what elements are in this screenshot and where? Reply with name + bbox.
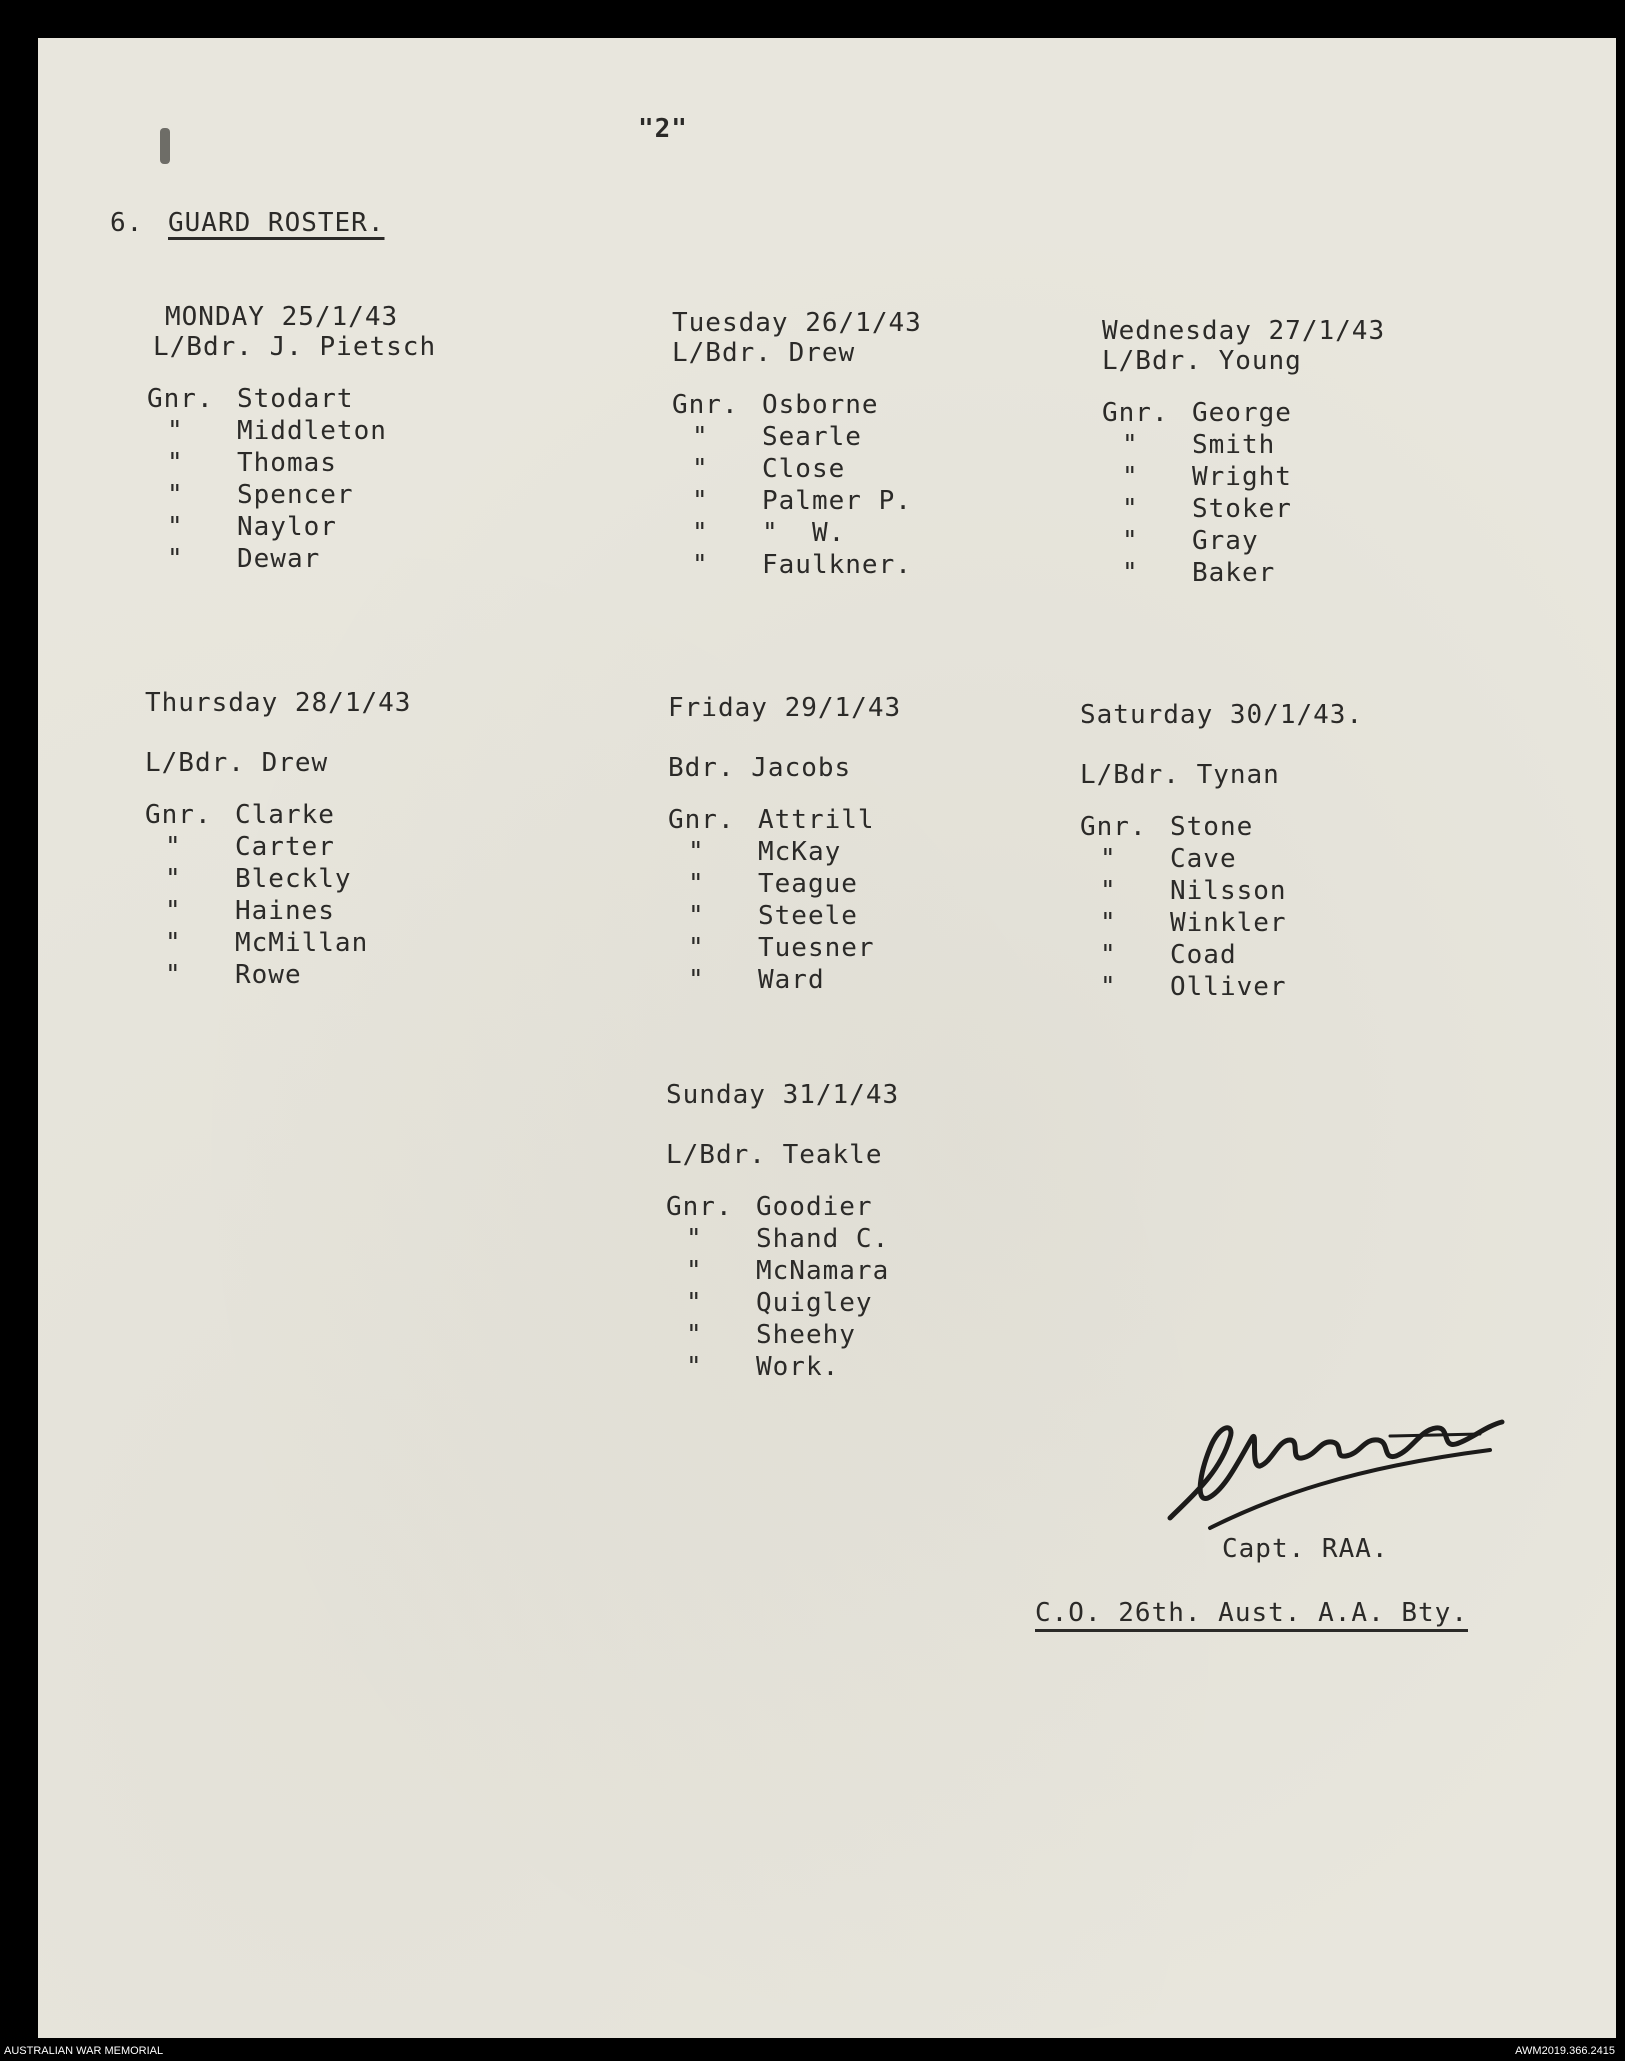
- roster-day-monday: [147, 302, 437, 576]
- gunner-row: [1102, 462, 1385, 494]
- ditto-mark: ": [692, 422, 709, 452]
- ditto-mark: ": [686, 1352, 703, 1382]
- section-title: GUARD ROSTER.: [168, 208, 385, 238]
- nco-name: L/Bdr. Teakle: [666, 1140, 883, 1170]
- gunner-row: [666, 1352, 899, 1384]
- roster-day-thursday: [145, 688, 411, 992]
- gunner-name: Work.: [756, 1352, 840, 1382]
- gunner-row: [668, 837, 901, 869]
- officer-unit: C.O. 26th. Aust. A.A. Bty.: [1035, 1598, 1468, 1628]
- gunner-name: George: [1192, 398, 1292, 428]
- gunner-name: Haines: [235, 896, 335, 926]
- day-heading: Thursday 28/1/43: [145, 688, 412, 718]
- day-heading: MONDAY 25/1/43: [165, 302, 399, 332]
- gunner-row: [147, 416, 436, 448]
- gunner-name: Ward: [758, 965, 825, 995]
- gunner-row: [147, 544, 436, 576]
- roster-day-friday: [668, 693, 901, 997]
- gunner-row: [666, 1320, 899, 1352]
- gunner-row: [666, 1256, 899, 1288]
- nco-name: L/Bdr. J. Pietsch: [153, 332, 437, 362]
- gunner-name: Stoker: [1192, 494, 1292, 524]
- nco-name: L/Bdr. Drew: [145, 748, 329, 778]
- gunner-name: Close: [762, 454, 846, 484]
- signature-graphic: [1150, 1378, 1510, 1538]
- ditto-mark: ": [692, 550, 709, 580]
- ditto-mark: ": [1122, 462, 1139, 492]
- rank-label: Gnr.: [672, 390, 739, 420]
- ink-smudge: [160, 128, 170, 164]
- ditto-mark: ": [167, 448, 184, 478]
- ditto-mark: ": [688, 869, 705, 899]
- gunner-row: [1080, 972, 1363, 1004]
- gunner-row: [1102, 558, 1385, 590]
- ditto-mark: ": [688, 901, 705, 931]
- gunner-row: [1080, 908, 1363, 940]
- gunner-name: McKay: [758, 837, 842, 867]
- gunner-row: [147, 384, 436, 416]
- gunner-name: Coad: [1170, 940, 1237, 970]
- gunner-name: Dewar: [237, 544, 321, 574]
- gunner-row: [145, 960, 411, 992]
- gunner-row: [666, 1288, 899, 1320]
- ditto-mark: ": [165, 896, 182, 926]
- ditto-mark: ": [167, 512, 184, 542]
- ditto-mark: ": [1100, 972, 1117, 1002]
- rank-label: Gnr.: [666, 1192, 733, 1222]
- gunner-row: [1102, 398, 1385, 430]
- page-number: "2": [638, 114, 688, 144]
- ditto-mark: ": [1100, 908, 1117, 938]
- archive-name: AUSTRALIAN WAR MEMORIAL: [4, 2045, 164, 2057]
- roster-day-wednesday: [1102, 316, 1385, 590]
- rank-label: Gnr.: [1080, 812, 1147, 842]
- gunner-list: [145, 800, 411, 992]
- ditto-mark: ": [167, 416, 184, 446]
- gunner-name: Stodart: [237, 384, 354, 414]
- ditto-mark: ": [1122, 494, 1139, 524]
- ditto-mark: ": [167, 480, 184, 510]
- gunner-row: [1080, 812, 1363, 844]
- nco-name: Bdr. Jacobs: [668, 753, 852, 783]
- gunner-row: [672, 486, 922, 518]
- gunner-name: McNamara: [756, 1256, 890, 1286]
- gunner-name: Steele: [758, 901, 858, 931]
- gunner-name: Winkler: [1170, 908, 1287, 938]
- gunner-name: Teague: [758, 869, 858, 899]
- gunner-name: Wright: [1192, 462, 1292, 492]
- handwritten-signature: [1150, 1378, 1510, 1538]
- ditto-mark: ": [688, 837, 705, 867]
- ditto-mark: ": [688, 933, 705, 963]
- gunner-name: Faulkner.: [762, 550, 912, 580]
- ditto-mark: ": [686, 1288, 703, 1318]
- gunner-name: Rowe: [235, 960, 302, 990]
- ditto-mark: ": [692, 518, 709, 548]
- gunner-name: " W.: [762, 518, 846, 548]
- gunner-row: [672, 422, 922, 454]
- gunner-row: [668, 965, 901, 997]
- gunner-name: Stone: [1170, 812, 1254, 842]
- gunner-row: [147, 512, 436, 544]
- gunner-name: Olliver: [1170, 972, 1287, 1002]
- ditto-mark: ": [165, 832, 182, 862]
- gunner-row: [1102, 494, 1385, 526]
- gunner-name: Tuesner: [758, 933, 875, 963]
- gunner-row: [145, 928, 411, 960]
- gunner-name: Spencer: [237, 480, 354, 510]
- nco-name: L/Bdr. Drew: [672, 338, 856, 368]
- gunner-row: [147, 480, 436, 512]
- gunner-name: Shand C.: [756, 1224, 890, 1254]
- gunner-list: [1102, 398, 1385, 590]
- gunner-row: [145, 800, 411, 832]
- gunner-name: Quigley: [756, 1288, 873, 1318]
- day-heading: Sunday 31/1/43: [666, 1080, 900, 1110]
- rank-label: Gnr.: [668, 805, 735, 835]
- section-number: 6.: [110, 208, 144, 238]
- gunner-row: [1080, 940, 1363, 972]
- nco-name: L/Bdr. Tynan: [1080, 760, 1280, 790]
- gunner-name: Nilsson: [1170, 876, 1287, 906]
- ditto-mark: ": [1100, 876, 1117, 906]
- gunner-name: Carter: [235, 832, 335, 862]
- nco-name: L/Bdr. Young: [1102, 346, 1302, 376]
- archive-reference: AWM2019.366.2415: [1515, 2045, 1615, 2057]
- gunner-row: [672, 390, 922, 422]
- gunner-list: [672, 390, 922, 582]
- ditto-mark: ": [686, 1224, 703, 1254]
- gunner-row: [145, 832, 411, 864]
- gunner-row: [1102, 430, 1385, 462]
- day-heading: Wednesday 27/1/43: [1102, 316, 1386, 346]
- ditto-mark: ": [1122, 558, 1139, 588]
- gunner-name: Palmer P.: [762, 486, 912, 516]
- gunner-name: Baker: [1192, 558, 1276, 588]
- roster-day-tuesday: [672, 308, 922, 582]
- rank-label: Gnr.: [147, 384, 214, 414]
- ditto-mark: ": [1100, 940, 1117, 970]
- officer-rank: Capt. RAA.: [1222, 1534, 1389, 1564]
- ditto-mark: ": [688, 965, 705, 995]
- ditto-mark: ": [1100, 844, 1117, 874]
- ditto-mark: ": [165, 864, 182, 894]
- gunner-name: McMillan: [235, 928, 369, 958]
- gunner-row: [668, 933, 901, 965]
- gunner-row: [1080, 844, 1363, 876]
- day-heading: Friday 29/1/43: [668, 693, 902, 723]
- gunner-row: [666, 1224, 899, 1256]
- gunner-row: [668, 901, 901, 933]
- gunner-name: Naylor: [237, 512, 337, 542]
- gunner-name: Bleckly: [235, 864, 352, 894]
- ditto-mark: ": [686, 1320, 703, 1350]
- ditto-mark: ": [167, 544, 184, 574]
- gunner-row: [666, 1192, 899, 1224]
- gunner-list: [666, 1192, 899, 1384]
- gunner-row: [672, 550, 922, 582]
- rank-label: Gnr.: [1102, 398, 1169, 428]
- roster-day-sunday: [666, 1080, 899, 1384]
- gunner-name: Attrill: [758, 805, 875, 835]
- gunner-name: Gray: [1192, 526, 1259, 556]
- gunner-name: Sheehy: [756, 1320, 856, 1350]
- gunner-name: Thomas: [237, 448, 337, 478]
- gunner-name: Cave: [1170, 844, 1237, 874]
- gunner-name: Searle: [762, 422, 862, 452]
- gunner-name: Clarke: [235, 800, 335, 830]
- ditto-mark: ": [165, 960, 182, 990]
- ditto-mark: ": [1122, 526, 1139, 556]
- gunner-row: [145, 864, 411, 896]
- rank-label: Gnr.: [145, 800, 212, 830]
- ditto-mark: ": [1122, 430, 1139, 460]
- ditto-mark: ": [692, 486, 709, 516]
- ditto-mark: ": [692, 454, 709, 484]
- gunner-name: Goodier: [756, 1192, 873, 1222]
- gunner-list: [147, 384, 436, 576]
- day-heading: Tuesday 26/1/43: [672, 308, 922, 338]
- gunner-name: Middleton: [237, 416, 387, 446]
- day-heading: Saturday 30/1/43.: [1080, 700, 1364, 730]
- roster-day-saturday: [1080, 700, 1363, 1004]
- gunner-row: [1102, 526, 1385, 558]
- gunner-row: [668, 805, 901, 837]
- gunner-list: [668, 805, 901, 997]
- gunner-row: [668, 869, 901, 901]
- gunner-name: Osborne: [762, 390, 879, 420]
- gunner-row: [672, 454, 922, 486]
- gunner-row: [145, 896, 411, 928]
- ditto-mark: ": [165, 928, 182, 958]
- gunner-row: [147, 448, 436, 480]
- gunner-list: [1080, 812, 1363, 1004]
- gunner-row: [672, 518, 922, 550]
- gunner-row: [1080, 876, 1363, 908]
- gunner-name: Smith: [1192, 430, 1276, 460]
- ditto-mark: ": [686, 1256, 703, 1286]
